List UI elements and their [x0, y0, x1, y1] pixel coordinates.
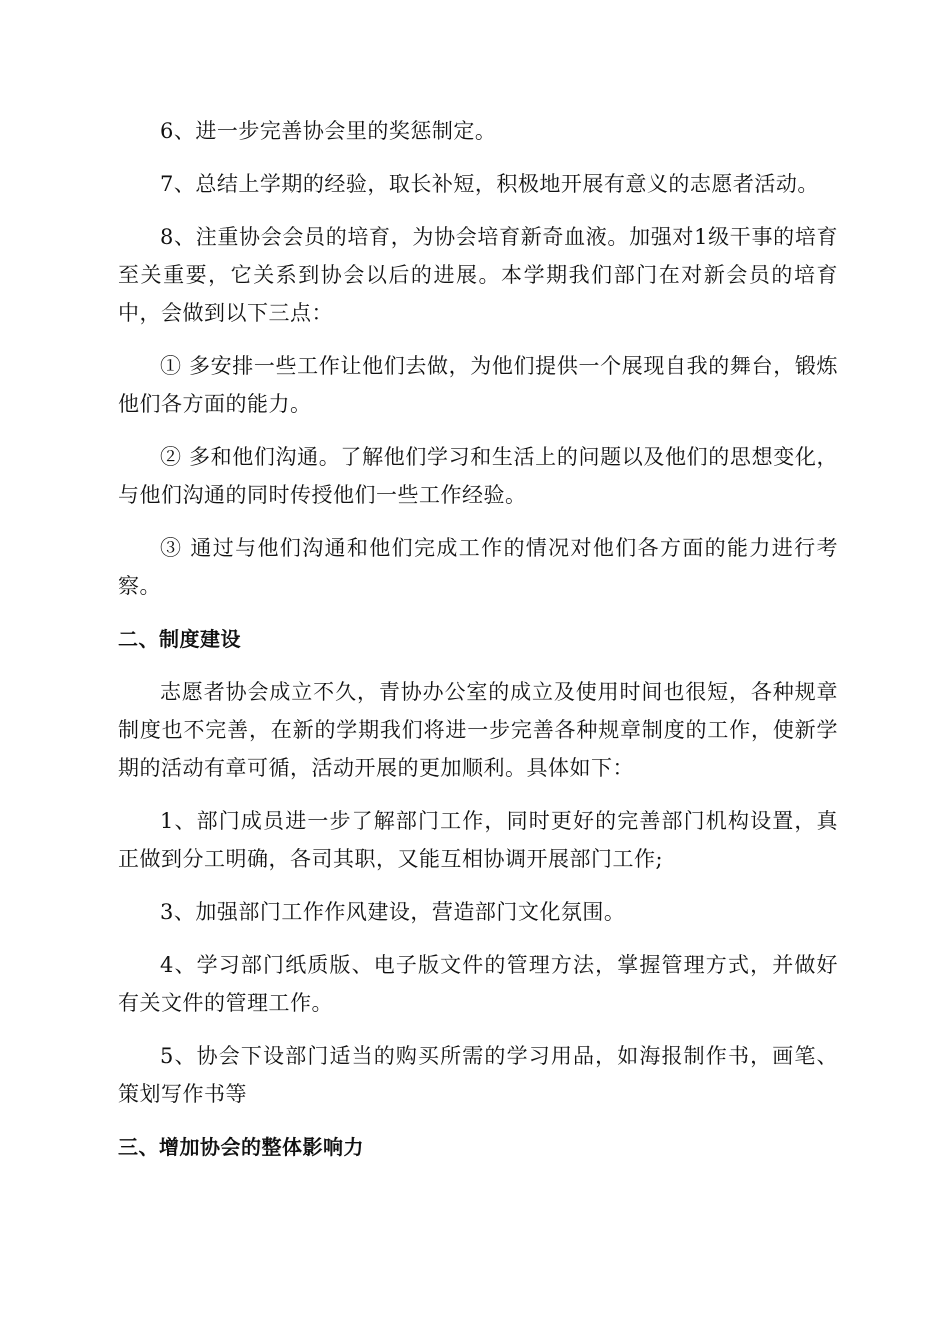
section2-item-5: 5、协会下设部门适当的购买所需的学习用品，如海报制作书，画笔、策划写作书等	[118, 1044, 838, 1106]
section2-item-3: 3、加强部门工作作风建设，营造部门文化氛围。	[160, 900, 626, 924]
paragraph-circled-2: ② 多和他们沟通。了解他们学习和生活上的问题以及他们的思想变化，与他们沟通的同时传授他们一些工作经验。	[118, 445, 838, 507]
paragraph-item-7: 7、总结上学期的经验，取长补短，积极地开展有意义的志愿者活动。	[160, 172, 819, 196]
section-heading-influence: 三、增加协会的整体影响力	[118, 1135, 364, 1159]
section2-item-4: 4、学习部门纸质版、电子版文件的管理方法，掌握管理方式，并做好有关文件的管理工作。	[118, 953, 838, 1015]
section2-intro: 志愿者协会成立不久，青协办公室的成立及使用时间也很短，各种规章制度也不完善，在新的学期我们将进一步完善各种规章制度的工作，使新学期的活动有章可循，活动开展的更加顺利。具体如下：	[118, 680, 838, 780]
document-page	[118, 112, 838, 1181]
paragraph-circled-1: ① 多安排一些工作让他们去做，为他们提供一个展现自我的舞台，锻炼他们各方面的能力。	[118, 354, 838, 416]
paragraph-item-6: 6、进一步完善协会里的奖惩制定。	[160, 119, 497, 143]
paragraph-item-8: 8、注重协会会员的培育，为协会培育新奇血液。加强对1级干事的培育至关重要，它关系到协会以后的进展。本学期我们部门在对新会员的培育中，会做到以下三点：	[118, 225, 838, 325]
section2-item-1: 1、部门成员进一步了解部门工作，同时更好的完善部门机构设置，真正做到分工明确，各司其职，又能互相协调开展部门工作;	[118, 809, 838, 871]
paragraph-circled-3: ③ 通过与他们沟通和他们完成工作的情况对他们各方面的能力进行考察。	[118, 536, 838, 598]
section-heading-system-building: 二、制度建设	[118, 627, 241, 651]
